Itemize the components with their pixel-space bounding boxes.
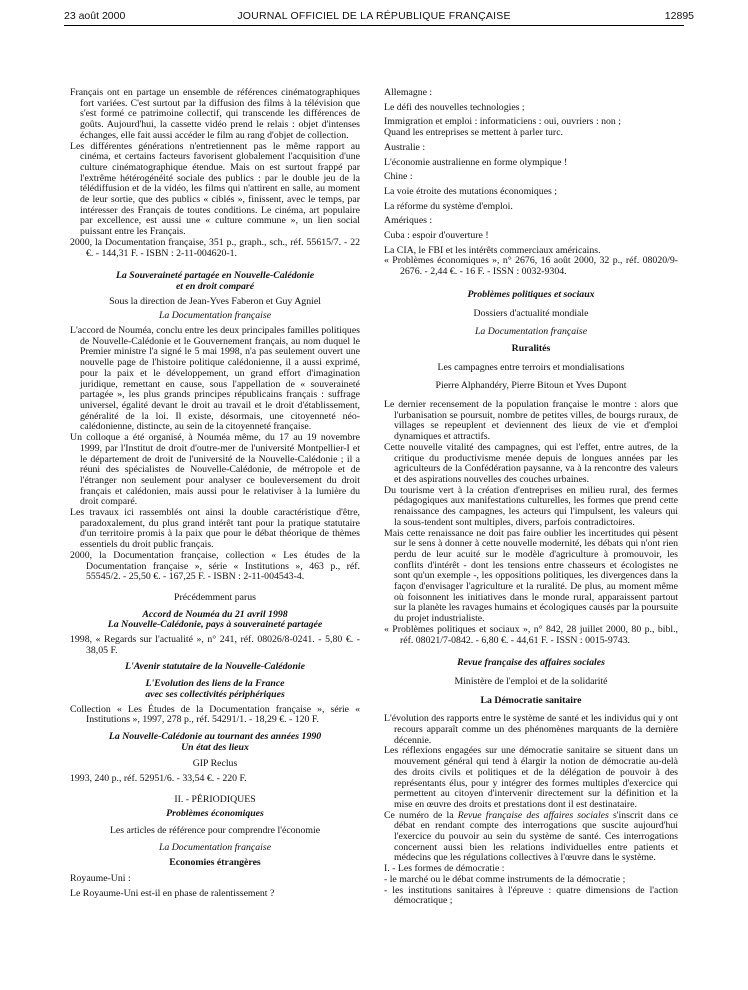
article-title: Le défi des nouvelles technologies ; <box>384 101 525 113</box>
book-title: avec ses collectivités périphériques <box>145 688 285 700</box>
article-title: Cuba : espoir d'ouverture ! <box>384 230 489 242</box>
periodical-subtitle: Les articles de référence pour comprendre l'économie <box>109 825 321 837</box>
book-title: Accord de Nouméa du 21 avril 1998 <box>142 608 288 620</box>
article-title: Immigration et emploi : informaticiens : oui, ouvriers : non ; <box>384 116 621 128</box>
article-title: La voie étroite des mutations économiques ; <box>384 185 558 197</box>
book-title: L'Avenir statutaire de la Nouvelle-Calédonie <box>125 661 305 673</box>
reference: « Problèmes politiques et sociaux », n° 842, 28 juillet 2000, 80 p., bibl., réf. 08021/7-0842. - 6,80 €. - 44,61 F. - ISSN : 0015-9743. <box>384 623 678 646</box>
issue-subtitle: Les campagnes entre terroirs et mondialisations <box>437 361 625 373</box>
book-authors: Sous la direction de Jean-Yves Faberon et Guy Agniel <box>109 295 321 307</box>
list-heading: I. - Les formes de démocratie : <box>384 863 505 875</box>
reference: 2000, la Documentation française, collection « Les études de la Documentation française », série « Institutions », 463 p., réf. 55545/2. - 25,50 €. - 167,25 F. - ISBN : 2-11-004543-4. <box>70 549 360 583</box>
book-title: La Souveraineté partagée en Nouvelle-Calédonie <box>115 270 315 282</box>
reference: 2000, la Documentation française, 351 p., graph., sch., réf. 55615/7. - 22 €. - 144,31 F. - ISBN : 2-11-004620-1. <box>70 236 360 259</box>
issue-title: Ruralités <box>511 342 551 354</box>
reference: « Problèmes économiques », n° 2676, 16 août 2000, 32 p., réf. 08020/9-2676. - 2,44 €. - 16 F. - ISSN : 0032-9304. <box>384 255 678 278</box>
country-label: Royaume-Uni : <box>70 873 131 885</box>
paragraph: Les travaux ici rassemblés ont ainsi la double caractéristique d'être, paradoxalement, du plus grand intérêt tant pour la pratique statutaire d'un territoire promis à la paix que pour le débat théorique de thèmes essentiels du droit public français. <box>70 507 360 551</box>
paragraph: L'accord de Nouméa, conclu entre les deux principales familles politiques de Nouvelle-Calédonie et le Gouvernement français, au nom duquel le Premier ministre l'a signé le 5 mai 1998, n'a pas seulement ouvert une nouvelle page de l'histoire politique calédonienne, il a aussi exprimé, pour la paix et le développement, un grand effort d'imagination juridique, remettant en cause, sous l'appellation de « souveraineté partagée », les plus grands principes républicains français : suffrage universel, égalité devant le droit au travail et le droit d'établissement, généralité de la loi. Il existe, désormais, une citoyenneté néo-calédonienne, distincte, au sein de la citoyenneté française. <box>70 325 360 433</box>
book-title: La Nouvelle-Calédonie, pays à souveraineté partagée <box>107 619 323 631</box>
text-run: s'inscrit dans ce débat en rendant compte des interrogations que suscite aujourd'hui l'exercice du pouvoir au sein du système de santé. Ces interrogations concernent aussi bien les relations individuelles entre patients et médecins que les régulations collectives à l'œuvre dans le système. <box>394 809 678 864</box>
country-label: Australie : <box>384 141 426 153</box>
header-title: JOURNAL OFFICIEL DE LA RÉPUBLIQUE FRANÇAISE <box>237 10 511 22</box>
paragraph: Les différentes générations n'entretiennent pas le même rapport au cinéma, et certains facteurs favorisent globalement l'acquisition d'une culture cinématographique étendue. Mais on est surtout frappé par l'extrême hétérogénéité sociale des publics : par le double jeu de la télédiffusion et de la vidéo, les films qui n'attirent en salle, au moment de leur sortie, que des publics « ciblés », finissent, avec le temps, par intéresser des Français de toutes conditions. Le cinéma, art populaire par excellence, est aussi une « culture commune », un lien social puissant entre les Français. <box>70 140 360 238</box>
book-title: Un état des lieux <box>181 741 249 753</box>
header-page-number: 12895 <box>664 10 694 22</box>
article-title: La réforme du système d'emploi. <box>384 200 513 212</box>
list-item: - le marché ou le débat comme instruments de la démocratie ; <box>384 873 626 885</box>
paragraph: Cette nouvelle vitalité des campagnes, qui est l'effet, entre autres, de la critique du productivisme menée depuis de longues années par les agriculteurs de la Confédération paysanne, va à la rencontre des valeurs et des aspirations nouvelles des couches urbaines. <box>384 441 678 485</box>
reference: 1993, 240 p., réf. 52951/6. - 33,54 €. - 220 F. <box>70 773 247 785</box>
book-title: L'Evolution des liens de la France <box>145 678 285 690</box>
country-label: Allemagne : <box>384 87 433 98</box>
periodical-subtitle: Dossiers d'actualité mondiale <box>473 307 589 319</box>
list-item: - les institutions sanitaires à l'épreuve : quatre dimensions de l'action démocratique ; <box>384 884 678 907</box>
book-title: et en droit comparé <box>175 280 255 292</box>
periodical-title: Problèmes politiques et sociaux <box>467 288 595 300</box>
publisher: La Documentation française <box>158 310 272 322</box>
periodical-subtitle: Ministère de l'emploi et de la solidarité <box>454 675 608 687</box>
periodical-name: Revue française des affaires sociales <box>457 809 609 821</box>
paragraph: Français ont en partage un ensemble de références cinématographiques fort variées. C'est surtout par la diffusion des films à la télévision que s'est formé ce patrimoine collectif, qui transcende les différences de goûts. Aujourd'hui, la cassette vidéo prend le relais : objet d'intenses échanges, elle fait aussi accéder le film au rang d'objet de collection. <box>70 87 360 141</box>
header-rule <box>64 25 684 26</box>
book-title: La Nouvelle-Calédonie au tournant des années 1990 <box>108 730 322 742</box>
article-title: Le Royaume-Uni est-il en phase de ralentissement ? <box>70 888 275 899</box>
page-header <box>0 4 748 26</box>
section-heading: II. - PÉRIODIQUES <box>174 793 256 805</box>
article-title: La CIA, le FBI et les intérêts commerciaux américains. <box>384 244 601 256</box>
paragraph <box>384 811 678 865</box>
section-label: Précédemment parus <box>174 591 256 603</box>
reference: 1998, « Regards sur l'actualité », n° 241, réf. 08026/8-0241. - 5,80 €. - 38,05 F. <box>70 634 360 656</box>
paragraph: Les réflexions engagées sur une démocratie sanitaire se situent dans un mouvement général qui tend à élargir la notion de démocratie au-delà des droits civils et politiques et de la délégation de pouvoir à des représentants élus, pour y intégrer des formes multiples d'exercice qui permettent au citoyen d'intervenir directement sur la définition et la mise en œuvre des droits et prestations dont il est destinataire. <box>384 745 678 810</box>
publisher: La Documentation française <box>474 326 588 338</box>
periodical-title: Problèmes économiques <box>166 808 264 820</box>
paragraph: Mais cette renaissance ne doit pas faire oublier les incertitudes qui pèsent sur le sens à donner à cette nouvelle modernité, les débats qui n'ont rien perdu de leur acuité sur le modèle d'agriculture à promouvoir, les conflits d'intérêt - dont les tensions entre chasseurs et écologistes ne sont qu'un exemple -, les oppositions politiques, les divergences dans la façon d'envisager l'agriculture et la ruralité. De plus, au moment même où foisonnent les initiatives dans le monde rural, apparaissent partout sur la planète les ravages humains et écologiques causés par la poursuite du projet industrialiste. <box>384 527 678 625</box>
article-title: L'économie australienne en forme olympique ! <box>384 156 568 168</box>
country-label: Chine : <box>384 171 413 183</box>
issue-title: La Démocratie sanitaire <box>480 694 582 706</box>
issue-title: Economies étrangères <box>169 856 261 868</box>
paragraph: L'évolution des rapports entre le système de santé et les individus qui y ont recours apparaît comme un des phénomènes marquants de la dernière décennie. <box>384 713 678 746</box>
paragraph: Un colloque a été organisé, à Nouméa même, du 17 au 19 novembre 1999, par l'Institut de droit d'outre-mer de l'université Montpellier-I et le département de droit de l'université de la Nouvelle-Calédonie ; il a réuni des spécialistes de Nouvelle-Calédonie, de métropole et de l'étranger non seulement pour analyser ce bouleversement du droit français et calédonien, mais aussi pour le relativiser à la lumière du droit comparé. <box>70 432 360 508</box>
reference: Collection « Les Études de la Documentation française », série « Institutions », 1997, 278 p., réf. 54291/1. - 18,29 €. - 120 F. <box>70 703 360 726</box>
text-run: Ce numéro de la <box>384 809 458 821</box>
publisher: La Documentation française <box>158 841 272 853</box>
country-label: Amériques : <box>384 215 433 227</box>
publisher: GIP Reclus <box>192 758 238 770</box>
header-date: 23 août 2000 <box>64 10 126 22</box>
periodical-title: Revue française des affaires sociales <box>457 657 605 669</box>
issue-authors: Pierre Alphandéry, Pierre Bitoun et Yves Dupont <box>435 380 627 392</box>
paragraph: Le dernier recensement de la population française le montre : alors que l'urbanisation se poursuit, nombre de petites villes, de bourgs ruraux, de villages se repeuplent et deviennent des lieux de vie et d'emploi dynamiques et attractifs. <box>384 399 678 443</box>
right-column <box>384 88 678 907</box>
paragraph: Du tourisme vert à la création d'entreprises en milieu rural, des fermes pédagogiques aux manifestations culturelles, les formes que prend cette renaissance des campagnes, les acteurs qui l'impulsent, les valeurs qui la sous-tendent sont multiples, divers, parfois contradictoires. <box>384 484 678 528</box>
left-column <box>70 88 360 900</box>
article-title: Quand les entreprises se mettent à parler turc. <box>384 127 563 139</box>
